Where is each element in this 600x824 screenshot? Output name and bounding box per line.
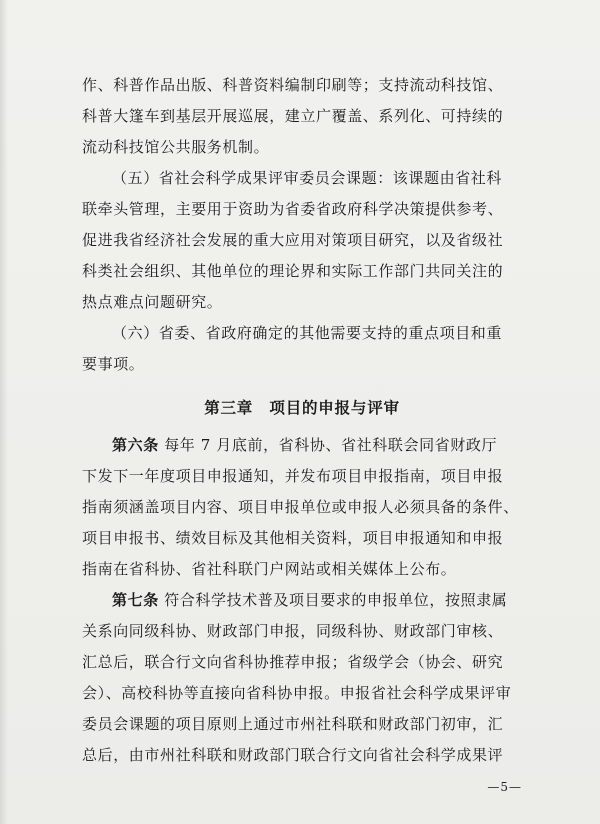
- article-7-line: [82, 585, 522, 616]
- article-6-text: 每年 7 月底前，省科协、省社科联会同省财政厅: [164, 436, 498, 454]
- text-line: 汇总后，联合行文向省科协推荐申报；省级学会（协会、研究: [82, 653, 504, 671]
- article-7-label: 第七条: [112, 591, 159, 609]
- text-line: 科普大篷车到基层开展巡展，建立广覆盖、系列化、可持续的: [82, 107, 504, 125]
- text-line: 项目申报书、绩效目标及其他相关资料，项目申报通知和申报: [82, 529, 504, 547]
- text-line: 作、科普作品出版、科普资料编制印刷等；支持流动科技馆、: [82, 76, 504, 94]
- page-edge-shadow: [0, 0, 8, 824]
- text-line: 指南须涵盖项目内容、项目申报单位或申报人必须具备的条件、: [82, 498, 519, 516]
- text-line: 指南在省科协、省社科联门户网站或相关媒体上公布。: [82, 560, 457, 578]
- text-line: 科类社会组织、其他单位的理论界和实际工作部门共同关注的: [82, 262, 504, 280]
- text-line: 联牵头管理，主要用于资助为省委省政府科学决策提供参考、: [82, 200, 504, 218]
- chapter-title: 第三章 项目的申报与评审: [204, 399, 400, 417]
- document-body: [82, 70, 522, 771]
- text-line: 流动科技馆公共服务机制。: [82, 138, 270, 156]
- text-line: （六）省委、省政府确定的其他需要支持的重点项目和重: [112, 324, 503, 342]
- text-line: 关系向同级科协、财政部门申报，同级科协、财政部门审核、: [82, 622, 504, 640]
- text-line: 下发下一年度项目申报通知，并发布项目申报指南，项目申报: [82, 467, 504, 485]
- article-6-label: 第六条: [112, 436, 159, 454]
- text-line: （五）省社会科学成果评审委员会课题：该课题由省社科: [112, 169, 503, 187]
- text-line: 促进我省经济社会发展的重大应用对策项目研究，以及省级社: [82, 231, 504, 249]
- text-line: 委员会课题的项目原则上通过市州社科联和财政部门初审，汇: [82, 715, 504, 733]
- text-line: 会）、高校科协等直接向省科协申报。申报省社会科学成果评审: [82, 684, 512, 702]
- text-line: 总后，由市州社科联和财政部门联合行文向省社会科学成果评: [82, 746, 504, 764]
- page-number: —5—: [487, 780, 522, 794]
- text-line: 热点难点问题研究。: [82, 293, 223, 311]
- article-7-text: 符合科学技术普及项目要求的申报单位，按照隶属: [164, 591, 508, 609]
- text-line: 要事项。: [82, 355, 145, 373]
- article-6-line: [82, 430, 522, 461]
